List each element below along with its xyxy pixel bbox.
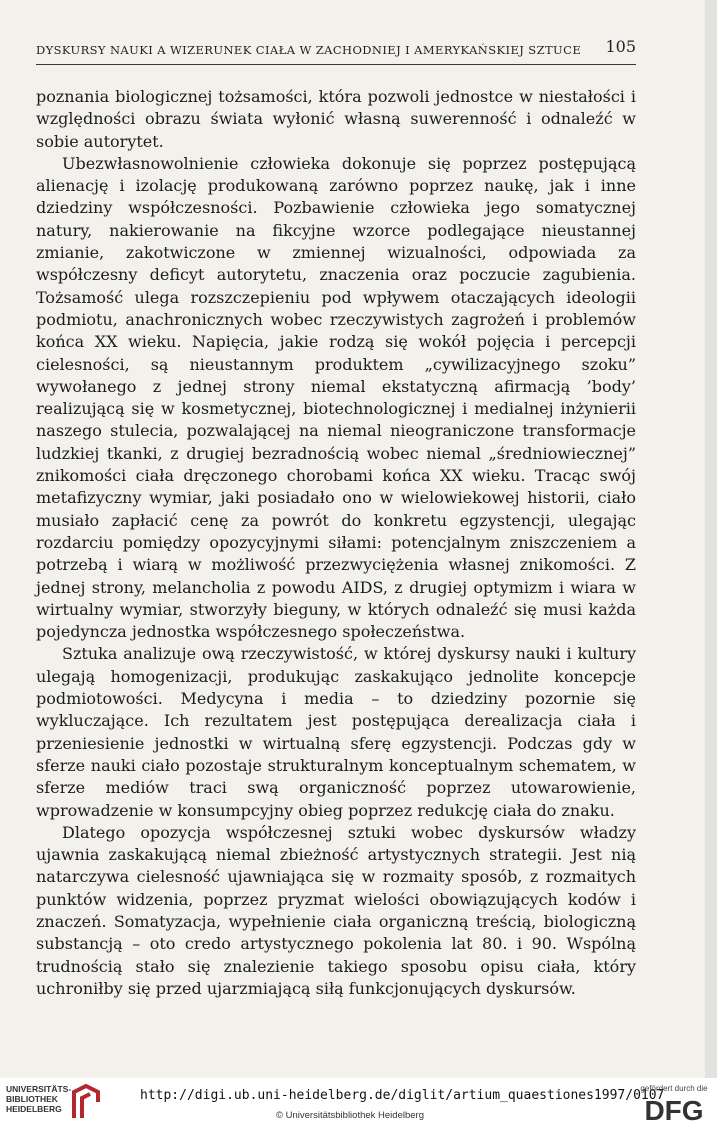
library-logo[interactable] — [6, 1082, 106, 1126]
library-name-line-3: HEIDELBERG — [6, 1104, 62, 1114]
page-edge — [705, 0, 717, 1078]
dfg-logo-text: DFG — [644, 1095, 704, 1124]
copyright-notice: © Universitätsbibliothek Heidelberg — [276, 1110, 424, 1121]
running-head — [36, 36, 636, 65]
paragraph-3: Sztuka analizuje ową rzeczywistość, w której dyskursy nauki i kultury ulegają homogenizacji, produkując zaskakująco jednolite koncepcje podmiotowości. Medycyna i media – to dziedziny pozornie się wykluczające. Ich rezultatem jest postępująca derealizacja ciała i przeniesienie jednostki w wirtualną sferę egzystencji. Podczas gdy w sferze nauki ciało pozostaje strukturalnym konceptualnym schematem, w sferze mediów traci swą organiczność poprzez utowarowienie, wprowadzenie w konsumpcyjny obieg poprzez redukcję ciała do znaku. — [36, 644, 636, 820]
library-mark-icon — [70, 1082, 104, 1122]
page-number: 105 — [605, 37, 636, 56]
running-head-title: DYSKURSY NAUKI A WIZERUNEK CIAŁA W ZACHODNIEJ I AMERYKAŃSKIEJ SZTUCE — [36, 43, 582, 57]
library-name-line-2: BIBLIOTHEK — [6, 1094, 58, 1104]
body-text — [36, 86, 636, 1000]
paragraph-1: poznania biologicznej tożsamości, która pozwoli jednostce w niestałości i względności obrazu świata wyłonić własną suwerenność i odnaleźć w sobie autorytet. — [36, 87, 636, 151]
paragraph-4: Dlatego opozycja współczesnej sztuki wobec dyskursów władzy ujawnia zaskakującą niemal zbieżność artystycznych strategii. Jest nią natarczywa cielesność ujawniająca się w rozmaity sposób, z rozmaitych punktów widzenia, poprzez pryzmat wielości obowiązujących kodów i znaczeń. Somatyzacja, wypełnienie ciała organiczną treścią, biologiczną substancją – oto credo artystycznego pokolenia lat 80. i 90. Wspólną trudnością stało się znalezienie takiego sposobu opisu ciała, który uchroniłby się przed ujarzmiającą siłą funkcjonujących dyskursów. — [36, 822, 636, 998]
dfg-caption: gefördert durch die — [640, 1084, 708, 1093]
digitization-footer — [0, 1078, 717, 1130]
paragraph-2: Ubezwłasnowolnienie człowieka dokonuje się poprzez postępującą alienację i izolację produkowaną zarówno poprzez naukę, jak i inne dziedziny współczesności. Pozbawienie człowieka jego somatycznej natury, nakierowanie na fikcyjne wzorce podlegające nieustannej zmianie, zakotwiczone w zmiennej wizualności, odpowiada za współczesny deficyt autorytetu, znaczenia oraz poczucie zagubienia. Tożsamość ulega rozszczepieniu pod wpływem otaczających ideologii podmiotu, anachronicznych wobec rzeczywistych zagrożeń i problemów końca XX wieku. Napięcia, jakie rodzą się wokół pojęcia i percepcji cielesności, są nieustannym produktem „cywilizacyjnego szoku” wywołanego z jednej strony niemal ekstatyczną afirmacją ’body’ realizującą się w kosmetycznej, biotechnologicznej i medialnej inżynierii naszego stulecia, pozwalającej na niemal nieograniczone transformacje ludzkiej tkanki, z drugiej bezradnością wobec niemal „średniowiecznej” znikomości ciała dręczonego chorobami końca XX wieku. Tracąc swój metafizyczny wymiar, jaki posiadało ono w wielowiekowej historii, ciało musiało zapłacić cenę za powrót do konkretu egzystencji, ulegając rozdarciu pomiędzy opozycyjnymi siłami: potencjalnym zniszczeniem a potrzebą i wiarą w możliwość przezwyciężenia własnej znikomości. Z jednej strony, melancholia z powodu AIDS, z drugiej optymizm i wiara w wirtualny wymiar, stworzyły bieguny, w których odnaleźć się musi każda pojedyncza jednostka współczesnego społeczeństwa. — [36, 153, 636, 642]
library-name — [6, 1084, 71, 1114]
dfg-logo-icon — [638, 1094, 710, 1124]
library-name-line-1: UNIVERSITÄTS- — [6, 1084, 72, 1094]
source-url-link[interactable]: http://digi.ub.uni-heidelberg.de/diglit/artium_quaestiones1997/0107 — [140, 1088, 665, 1103]
dfg-funding-logo[interactable] — [636, 1084, 712, 1128]
